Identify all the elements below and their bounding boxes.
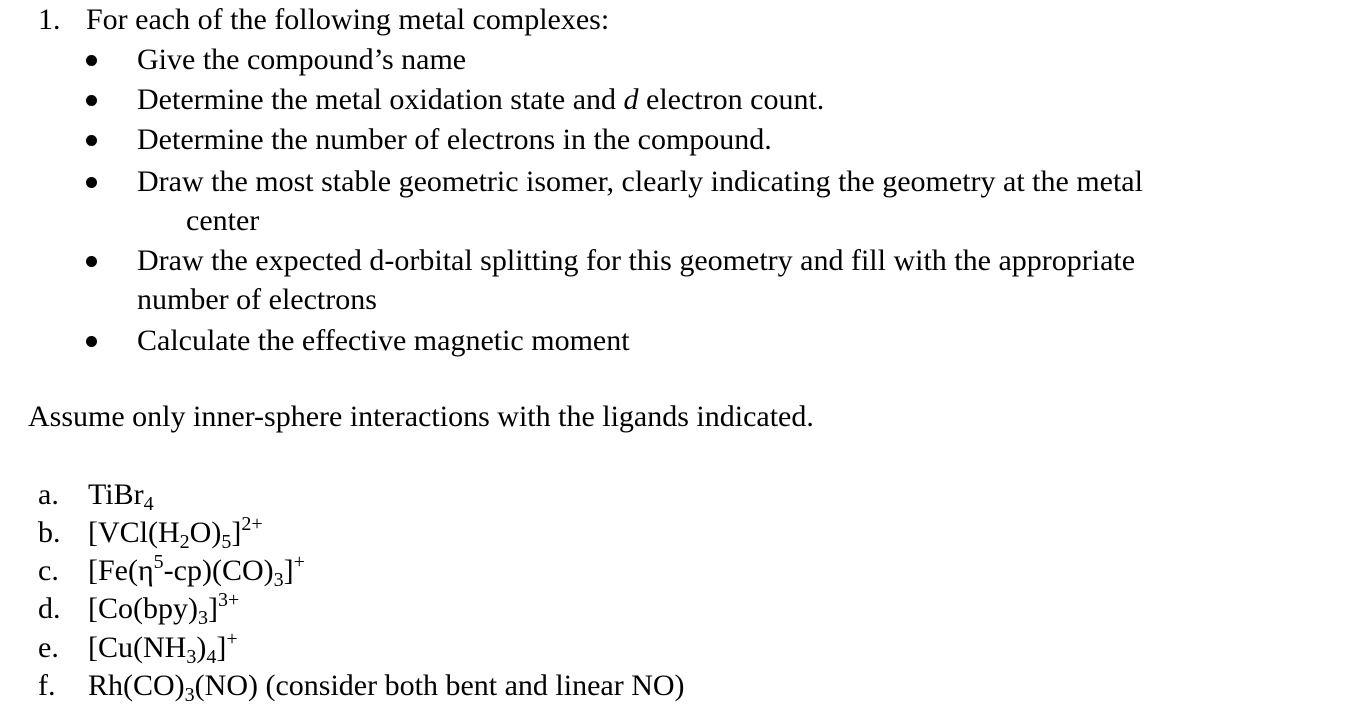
- bullet-icon: [86, 256, 97, 267]
- part-b-formula: $[VCl(H_2O)_5]^{2+}$: [88, 513, 263, 553]
- bullet-oxidation-state: [137, 80, 824, 120]
- question-text: For each of the following metal complexes:: [86, 3, 610, 36]
- bullet-icon: [86, 135, 97, 146]
- part-label: d.: [38, 592, 61, 625]
- bullet-name-compound: Give the compound’s name: [137, 43, 467, 76]
- part-d-formula: $[Co(bpy)_3]^{3+}$: [88, 589, 240, 629]
- part-label: a.: [38, 478, 59, 511]
- bullet-electron-count: Determine the number of electrons in the compound.: [137, 123, 772, 156]
- part-label: b.: [38, 516, 61, 549]
- bullet-d-orbital-splitting-continued: number of electrons: [137, 283, 377, 316]
- part-c-formula: $[Fe(\eta^5-cp)(CO)_3]^+$: [88, 551, 305, 591]
- bullet-geometric-isomer: Draw the most stable geometric isomer, clearly indicating the geometry at the metal: [137, 165, 1143, 198]
- bullet-geometric-isomer-continued: center: [186, 204, 260, 237]
- assumption-text: Assume only inner-sphere interactions with the ligands indicated.: [28, 400, 814, 433]
- question-number: 1.: [38, 3, 61, 36]
- bullet-icon: [86, 95, 97, 106]
- bullet-icon: [86, 55, 97, 66]
- bullet-oxidation-d: d: [623, 83, 639, 116]
- bullet-oxidation-post: electron count.: [638, 83, 825, 116]
- part-label: c.: [38, 554, 59, 587]
- bullet-icon: [86, 177, 97, 188]
- part-label: f.: [38, 669, 56, 702]
- bullet-oxidation-pre: Determine the metal oxidation state and: [137, 83, 624, 116]
- part-a-formula: TiBr$_4$: [88, 478, 154, 515]
- bullet-icon: [86, 336, 97, 347]
- part-label: e.: [38, 631, 59, 664]
- bullet-magnetic-moment: Calculate the effective magnetic moment: [137, 324, 630, 357]
- part-e-formula: $[Cu(NH_3)_4]^+$: [88, 628, 238, 668]
- part-f-formula: $Rh(CO)_3(NO)$ (consider both bent and linear NO): [88, 669, 685, 706]
- bullet-d-orbital-splitting: Draw the expected d-orbital splitting for this geometry and fill with the appropriate: [137, 244, 1136, 277]
